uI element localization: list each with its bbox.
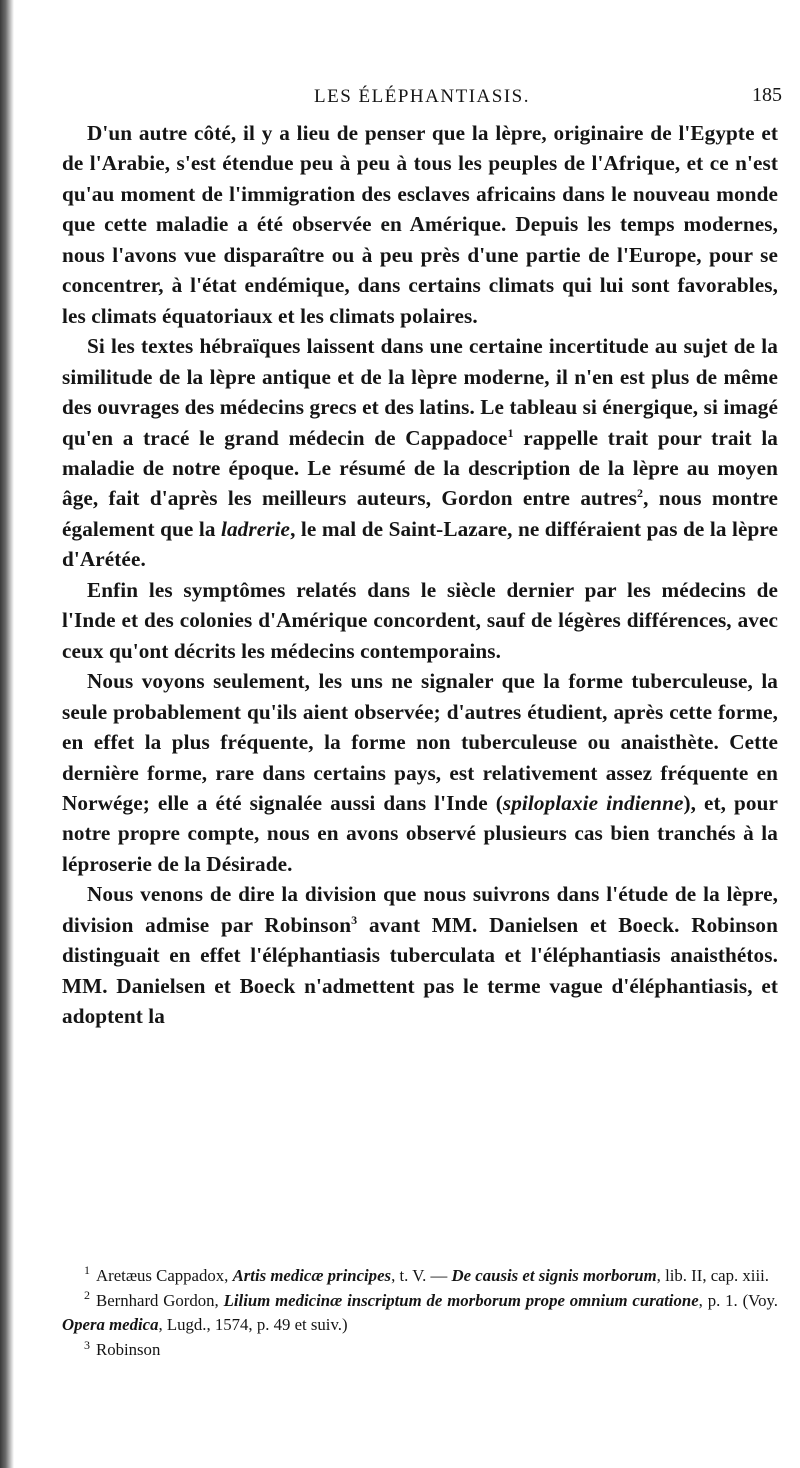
paragraph-text: ), et, pour notre propre compte, nous en avons observé plusieurs cas bien tranchés à la léproserie de la Désirade.	[62, 790, 778, 876]
paragraph	[62, 666, 778, 879]
page-header	[62, 84, 782, 114]
italic-term: spiloplaxie indienne	[502, 790, 684, 815]
body-text	[62, 118, 778, 1032]
paragraph	[62, 118, 778, 331]
paragraph-text: , nous montre également que la	[62, 486, 778, 541]
paragraph	[62, 331, 778, 575]
footnote-ref: 3	[351, 912, 358, 927]
paragraph-text: Enfin les symptômes relatés dans le siècle dernier par les médecins de l'Inde et des colonies d'Amérique concordent, sauf de légères différences, avec ceux qu'ont décrits les médecins contemporains.	[62, 577, 778, 663]
footnote	[62, 1264, 778, 1289]
footnote-ref: 1	[507, 425, 514, 440]
footnote-title: De causis et signis morborum	[451, 1266, 657, 1285]
footnote-text: Bernhard Gordon,	[96, 1290, 224, 1310]
footnote-number: 3	[84, 1337, 90, 1352]
footnote-text: , p. 1. (Voy.	[698, 1290, 778, 1310]
italic-term: ladrerie	[221, 516, 291, 541]
footnote-number: 2	[84, 1288, 90, 1303]
footnote	[62, 1338, 778, 1363]
paragraph-text: Si les textes hébraïques laissent dans une certaine incertitude au sujet de la similitude de la lèpre antique et de la lèpre moderne, il n'en est plus de même des ouvrages des médecins grecs et des latins. Le tableau si énergique, si imagé qu'en a tracé le grand médecin de Cappadoce	[62, 334, 778, 450]
footnote-text: , t. V. —	[391, 1266, 452, 1285]
footnote-number: 1	[84, 1263, 90, 1278]
footnote-text: Aretæus Cappadox,	[96, 1266, 233, 1285]
paragraph-text: Nous voyons seulement, les uns ne signaler que la forme tuberculeuse, la seule probablement qu'ils aient observée; d'autres étudient, après cette forme, en effet la plus fréquente, la forme non tuberculeuse ou anaisthète. Cette dernière forme, rare dans certains pays, est relativement assez fréquente en Norwége; elle a été signalée aussi dans l'Inde (	[62, 669, 778, 815]
paragraph-text: , le mal de Saint-Lazare, ne différaient pas de la lèpre d'Arétée.	[62, 516, 778, 572]
footnote-title: Lilium medicinæ inscriptum de morborum prope omnium curatione	[223, 1290, 699, 1310]
page-binding-edge	[0, 0, 14, 1468]
footnote-ref: 2	[637, 486, 644, 501]
footnotes	[62, 1264, 778, 1363]
footnote-title: Artis medicæ principes	[232, 1266, 392, 1285]
page-number: 185	[752, 84, 782, 106]
footnote-text: , lib. II, cap. xiii.	[656, 1266, 769, 1285]
paragraph	[62, 575, 778, 666]
paragraph-text: Nous venons de dire la division que nous suivrons dans l'étude de la lèpre, division admise par Robinson	[62, 882, 778, 937]
paragraph-text: rappelle trait pour trait la maladie de notre époque. Le résumé de la description de la lèpre au moyen âge, fait d'après les meilleurs auteurs, Gordon entre autres	[62, 425, 778, 511]
footnote-title: Opera medica	[62, 1315, 159, 1335]
running-title: LES ÉLÉPHANTIASIS.	[314, 86, 530, 107]
footnote-text: Robinson	[96, 1340, 161, 1360]
paragraph-text: avant MM. Danielsen et Boeck. Robinson distinguait en effet l'éléphantiasis tuberculata et l'éléphantiasis anaisthétos. MM. Danielsen et Boeck n'admettent pas le terme vague d'éléphantiasis, et adoptent la	[62, 912, 778, 1029]
paragraph	[62, 879, 778, 1031]
paragraph-text: D'un autre côté, il y a lieu de penser que la lèpre, originaire de l'Egypte et de l'Arabie, s'est étendue peu à peu à tous les peuples de l'Afrique, et ce n'est qu'au moment de l'immigration des esclaves africains dans le nouveau monde que cette maladie a été observée en Amérique. Depuis les temps modernes, nous l'avons vue disparaître ou à peu près d'une partie de l'Europe, pour se concentrer, à l'état endémique, dans certains climats qui lui sont favorables, les climats équatoriaux et les climats polaires.	[62, 121, 778, 328]
footnote-text: , Lugd., 1574, p. 49 et suiv.)	[158, 1315, 348, 1335]
footnote	[62, 1289, 778, 1338]
